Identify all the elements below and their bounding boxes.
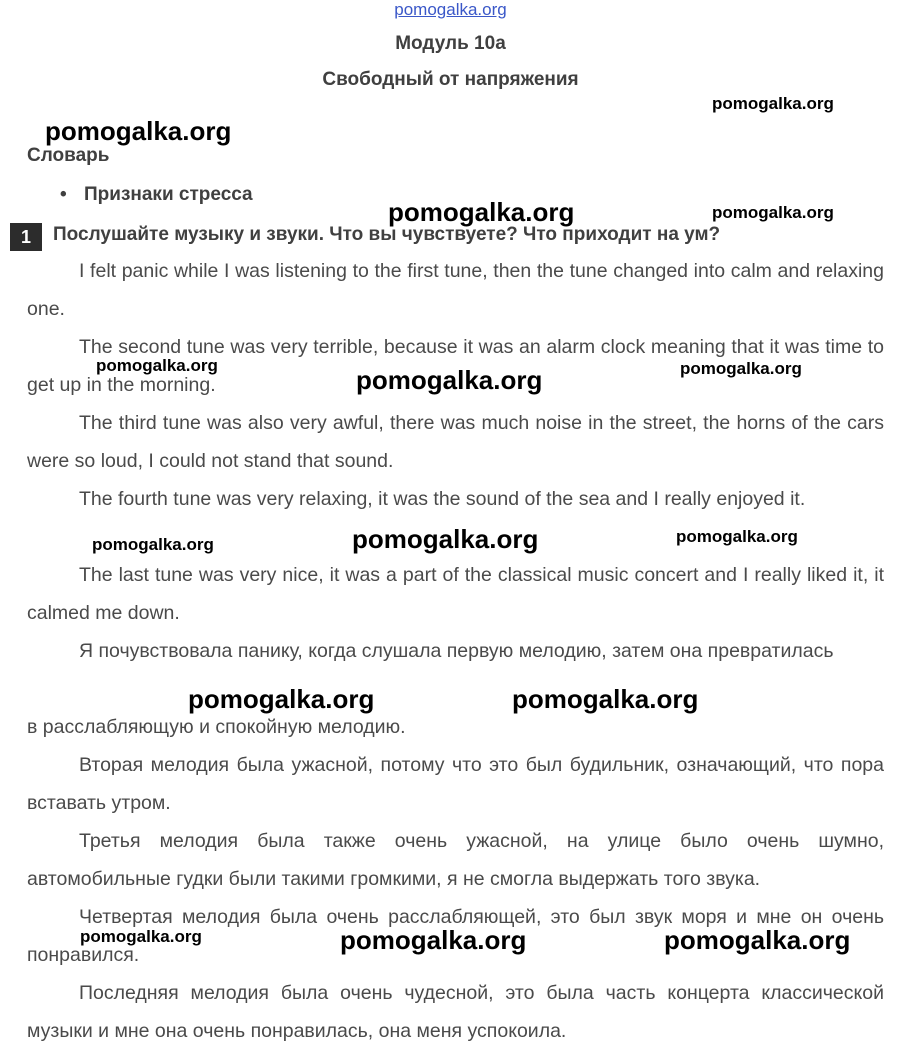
answer-paragraph-ru-4: Четвертая мелодия была очень расслабляющей, это был звук моря и мне он очень понравился. bbox=[27, 906, 884, 966]
bullet-icon: • bbox=[60, 184, 67, 205]
watermark: pomogalka.org bbox=[356, 365, 543, 395]
watermark: pomogalka.org bbox=[92, 535, 214, 554]
task-number-badge: 1 bbox=[10, 223, 42, 251]
watermark: pomogalka.org bbox=[676, 527, 798, 546]
answer-paragraph-ru-3: Третья мелодия была также очень ужасной, на улице было очень шумно, автомобильные гудки были такими громкими, я не смогла выдержать того звука. bbox=[27, 830, 884, 890]
watermark: pomogalka.org bbox=[340, 925, 527, 955]
watermark: pomogalka.org bbox=[712, 94, 834, 113]
watermark: pomogalka.org bbox=[512, 684, 699, 714]
vocabulary-item-label: Признаки стресса bbox=[84, 184, 253, 205]
watermark: pomogalka.org bbox=[96, 356, 218, 375]
watermark: pomogalka.org bbox=[712, 203, 834, 222]
watermark: pomogalka.org bbox=[45, 116, 232, 146]
vocabulary-item bbox=[60, 184, 253, 206]
answer-paragraph-ru-1: Я почувствовала панику, когда слушала первую мелодию, затем она превратилась bbox=[79, 640, 834, 662]
watermark: pomogalka.org bbox=[388, 197, 575, 227]
watermark: pomogalka.org bbox=[188, 684, 375, 714]
watermark: pomogalka.org bbox=[664, 925, 851, 955]
answer-paragraph-en-2: The second tune was very terrible, because it was an alarm clock meaning that it was time to get up in the morning. bbox=[27, 336, 884, 396]
task-instruction: Послушайте музыку и звуки. Что вы чувствуете? Что приходит на ум? bbox=[53, 224, 721, 245]
answer-paragraph-ru-2: Вторая мелодия была ужасной, потому что это был будильник, означающий, что пора вставать утром. bbox=[27, 754, 884, 814]
answer-paragraph-en-5: The last tune was very nice, it was a part of the classical music concert and I really liked it, it calmed me down. bbox=[27, 564, 884, 624]
site-link[interactable]: pomogalka.org bbox=[394, 0, 507, 19]
watermark: pomogalka.org bbox=[680, 359, 802, 378]
module-subtitle: Свободный от напряжения bbox=[322, 69, 579, 90]
module-title: Модуль 10a bbox=[395, 33, 506, 54]
answer-paragraph-ru-1-cont: в расслабляющую и спокойную мелодию. bbox=[27, 716, 406, 738]
answer-paragraph-en-3: The third tune was also very awful, there was much noise in the street, the horns of the cars were so loud, I could not stand that sound. bbox=[27, 412, 884, 472]
watermark: pomogalka.org bbox=[352, 524, 539, 554]
answer-paragraph-ru-5: Последняя мелодия была очень чудесной, это была часть концерта классической музыки и мне она очень понравилась, она меня успокоила. bbox=[27, 982, 884, 1042]
answer-paragraph-en-4: The fourth tune was very relaxing, it was the sound of the sea and I really enjoyed it. bbox=[79, 488, 806, 510]
vocabulary-heading: Словарь bbox=[27, 145, 110, 166]
answer-paragraph-en-1: I felt panic while I was listening to the first tune, then the tune changed into calm and relaxing one. bbox=[27, 260, 884, 320]
watermark: pomogalka.org bbox=[80, 927, 202, 946]
